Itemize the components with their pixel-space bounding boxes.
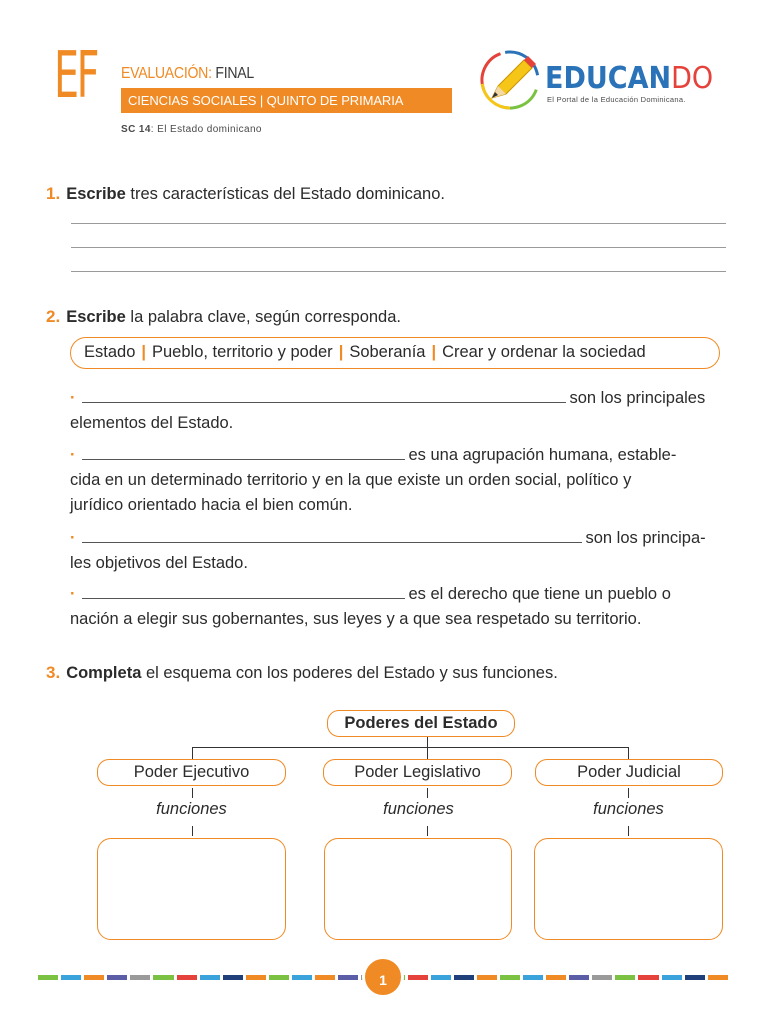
evaluation-value: FINAL xyxy=(215,65,254,82)
functions-answer-box-legislativo[interactable] xyxy=(324,838,512,940)
footer-stripe xyxy=(200,975,220,980)
keyword: Soberanía xyxy=(349,343,426,361)
answer-line[interactable] xyxy=(71,223,726,224)
footer-stripe xyxy=(177,975,197,980)
footer-stripe xyxy=(500,975,520,980)
functions-label: funciones xyxy=(383,800,454,818)
educando-logo: EDUCANDO xyxy=(545,61,714,96)
footer-stripe xyxy=(130,975,150,980)
connector-line xyxy=(427,747,428,759)
footer-stripe xyxy=(315,975,335,980)
logo-tagline: El Portal de la Educación Dominicana. xyxy=(547,95,686,104)
question-3 xyxy=(46,663,558,683)
diagram-root-node: Poderes del Estado xyxy=(327,710,515,737)
question-verb: Completa xyxy=(66,664,142,682)
footer-stripe xyxy=(592,975,612,980)
footer-stripe xyxy=(153,975,173,980)
keyword: Estado xyxy=(84,343,136,361)
footer-stripe xyxy=(685,975,705,980)
footer-stripe xyxy=(107,975,127,980)
question-number: 2. xyxy=(46,307,61,326)
evaluation-label: EVALUACIÓN: xyxy=(121,65,212,82)
topic-name: : El Estado dominicano xyxy=(150,124,262,135)
keyword-separator: | xyxy=(141,343,146,361)
topic-line xyxy=(121,124,262,135)
connector-line xyxy=(427,788,428,798)
connector-line xyxy=(192,747,193,759)
footer-stripe xyxy=(84,975,104,980)
bullet: · xyxy=(70,529,76,547)
fill-text: son los principales xyxy=(569,389,706,407)
fill-blank[interactable] xyxy=(82,446,405,460)
footer-stripe xyxy=(662,975,682,980)
connector-line xyxy=(192,788,193,798)
node-poder-legislativo: Poder Legislativo xyxy=(323,759,512,786)
answer-line[interactable] xyxy=(71,247,726,248)
connector-line xyxy=(628,788,629,798)
footer-stripe xyxy=(338,975,358,980)
footer-stripe xyxy=(454,975,474,980)
question-2 xyxy=(46,307,401,327)
footer-stripe xyxy=(61,975,81,980)
question-number: 3. xyxy=(46,663,61,682)
fill-text: es una agrupación humana, estable- xyxy=(408,446,677,464)
fill-text: cida en un determinado territorio y en la que existe un orden social, político y xyxy=(70,471,632,489)
question-verb: Escribe xyxy=(66,308,126,326)
topic-code: SC 14 xyxy=(121,124,151,135)
footer-stripe xyxy=(246,975,266,980)
evaluation-title xyxy=(121,65,254,83)
fill-text: les objetivos del Estado. xyxy=(70,554,248,572)
keyword: Crear y ordenar la sociedad xyxy=(442,343,646,361)
footer-stripe xyxy=(38,975,58,980)
node-poder-ejecutivo: Poder Ejecutivo xyxy=(97,759,286,786)
footer-stripe xyxy=(223,975,243,980)
fill-blank[interactable] xyxy=(82,389,566,403)
fill-item-2 xyxy=(70,443,676,518)
footer-stripe xyxy=(292,975,312,980)
page-number: 1 xyxy=(362,956,404,998)
footer-stripe xyxy=(638,975,658,980)
bullet: · xyxy=(70,446,76,464)
connector-line xyxy=(628,826,629,836)
question-text: el esquema con los poderes del Estado y sus funciones. xyxy=(141,664,558,682)
footer-stripe xyxy=(431,975,451,980)
footer-stripe xyxy=(269,975,289,980)
question-number: 1. xyxy=(46,184,61,203)
fill-text: son los principa- xyxy=(585,529,706,547)
fill-text: jurídico orientado hacia el bien común. xyxy=(70,496,353,514)
ef-logo-mark: EF xyxy=(54,39,97,113)
fill-text: nación a elegir sus gobernantes, sus leyes y a que sea respetado su territorio. xyxy=(70,610,642,628)
fill-item-3 xyxy=(70,526,706,576)
footer-stripe xyxy=(615,975,635,980)
subject-bar: CIENCIAS SOCIALES | QUINTO DE PRIMARIA xyxy=(121,88,452,113)
functions-label: funciones xyxy=(593,800,664,818)
keyword-separator: | xyxy=(338,343,344,361)
fill-blank[interactable] xyxy=(82,585,405,599)
node-poder-judicial: Poder Judicial xyxy=(535,759,723,786)
keyword-separator: | xyxy=(431,343,437,361)
connector-line xyxy=(427,826,428,836)
footer-stripe xyxy=(569,975,589,980)
fill-text: es el derecho que tiene un pueblo o xyxy=(408,585,671,603)
functions-answer-box-judicial[interactable] xyxy=(534,838,723,940)
footer-stripe xyxy=(408,975,428,980)
bullet: · xyxy=(70,585,76,603)
fill-text: elementos del Estado. xyxy=(70,414,234,432)
connector-line xyxy=(427,737,428,747)
connector-line xyxy=(192,747,629,748)
question-text: tres características del Estado dominicano. xyxy=(125,185,445,203)
keyword: Pueblo, territorio y poder xyxy=(152,343,333,361)
functions-label: funciones xyxy=(156,800,227,818)
fill-item-1 xyxy=(70,386,705,436)
footer-stripe xyxy=(523,975,543,980)
footer-stripe xyxy=(708,975,728,980)
question-text: la palabra clave, según corresponda. xyxy=(125,308,401,326)
keyword-box xyxy=(70,337,720,369)
question-verb: Escribe xyxy=(66,185,126,203)
functions-answer-box-ejecutivo[interactable] xyxy=(97,838,286,940)
connector-line xyxy=(628,747,629,759)
footer-stripe xyxy=(477,975,497,980)
bullet: · xyxy=(70,389,76,407)
answer-line[interactable] xyxy=(71,271,726,272)
connector-line xyxy=(192,826,193,836)
fill-blank[interactable] xyxy=(82,529,582,543)
footer-stripe xyxy=(546,975,566,980)
fill-item-4 xyxy=(70,582,671,632)
question-1 xyxy=(46,184,445,204)
